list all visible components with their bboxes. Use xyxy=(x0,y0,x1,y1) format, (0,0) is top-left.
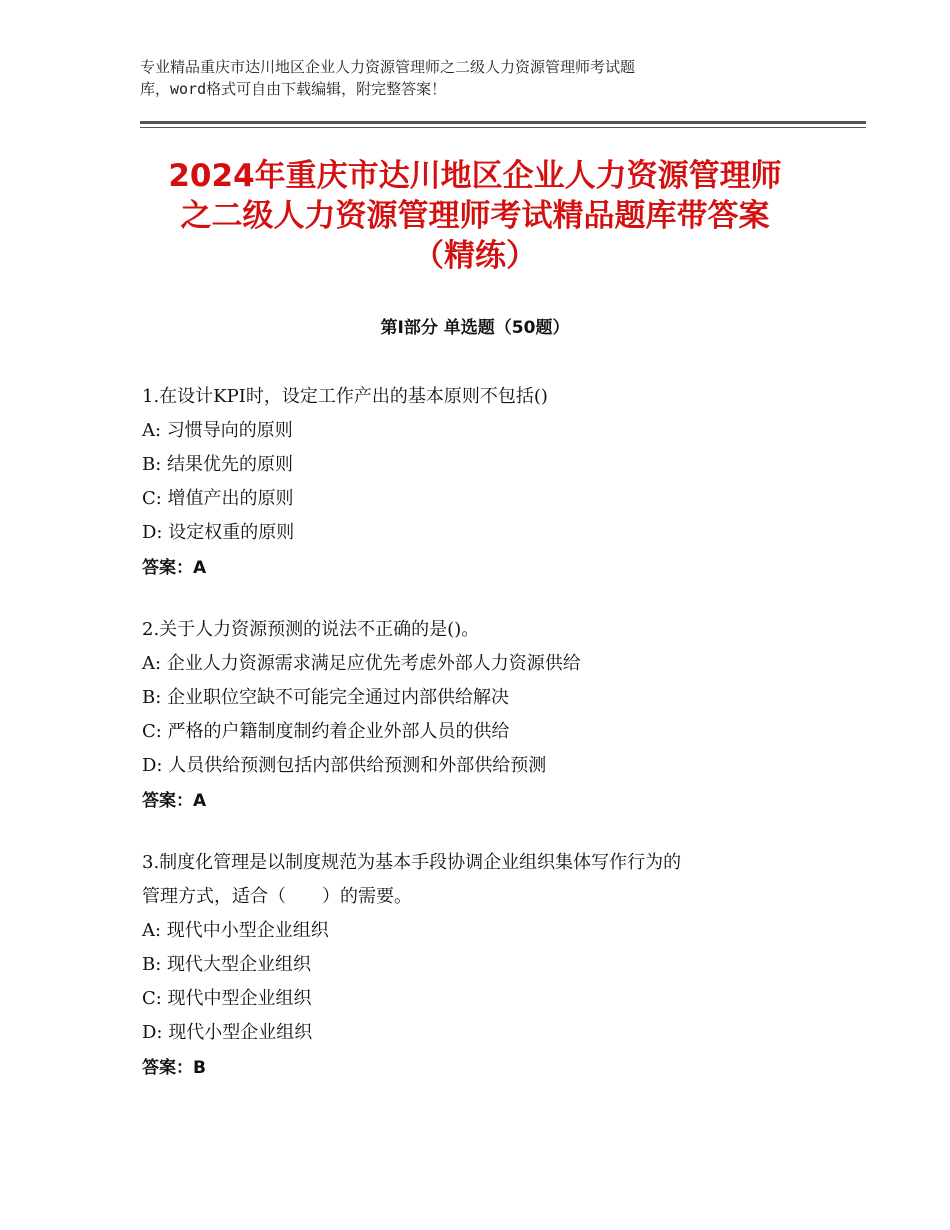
question-2-option-a: A: 企业人力资源需求满足应优先考虑外部人力资源供给 xyxy=(142,653,581,674)
document-title-line-1: 2024年重庆市达川地区企业人力资源管理师 xyxy=(168,158,782,194)
header-divider-thick xyxy=(140,121,866,124)
question-1-answer: 答案：A xyxy=(142,558,207,578)
question-3-option-d: D: 现代小型企业组织 xyxy=(142,1022,313,1043)
question-2 xyxy=(142,613,842,819)
question-1-stem: 1.在设计KPI时，设定工作产出的基本原则不包括() xyxy=(142,386,548,407)
question-3-option-a: A: 现代中小型企业组织 xyxy=(142,920,329,941)
question-1-option-b: B: 结果优先的原则 xyxy=(142,454,294,475)
question-2-stem: 2.关于人力资源预测的说法不正确的是()。 xyxy=(142,619,480,640)
question-1 xyxy=(142,380,842,586)
question-list xyxy=(142,380,842,1113)
question-2-option-b: B: 企业职位空缺不可能完全通过内部供给解决 xyxy=(142,687,510,708)
header-divider-thin xyxy=(140,127,866,128)
document-title-line-2: 之二级人力资源管理师考试精品题库带答案 xyxy=(180,198,770,234)
question-1-option-d: D: 设定权重的原则 xyxy=(142,522,295,543)
document-title xyxy=(120,156,830,276)
question-1-option-a: A: 习惯导向的原则 xyxy=(142,420,293,441)
question-3-stem-line-1: 3.制度化管理是以制度规范为基本手段协调企业组织集体写作行为的 xyxy=(142,852,682,873)
question-3 xyxy=(142,846,842,1086)
document-title-line-3: （精练） xyxy=(413,238,537,274)
header-note xyxy=(140,56,820,100)
section-title: 第Ⅰ部分 单选题（50题） xyxy=(380,318,570,338)
question-2-answer: 答案：A xyxy=(142,791,207,811)
question-1-option-c: C: 增值产出的原则 xyxy=(142,488,294,509)
question-2-option-d: D: 人员供给预测包括内部供给预测和外部供给预测 xyxy=(142,755,547,776)
question-3-answer: 答案：B xyxy=(142,1058,206,1078)
question-3-option-c: C: 现代中型企业组织 xyxy=(142,988,312,1009)
header-note-line-2: 库，word格式可自由下载编辑，附完整答案！ xyxy=(140,80,447,98)
question-3-stem-line-2: 管理方式，适合（ ）的需要。 xyxy=(142,886,412,907)
question-3-option-b: B: 现代大型企业组织 xyxy=(142,954,312,975)
question-2-option-c: C: 严格的户籍制度制约着企业外部人员的供给 xyxy=(142,721,510,742)
header-note-line-1: 专业精品重庆市达川地区企业人力资源管理师之二级人力资源管理师考试题 xyxy=(140,58,636,76)
